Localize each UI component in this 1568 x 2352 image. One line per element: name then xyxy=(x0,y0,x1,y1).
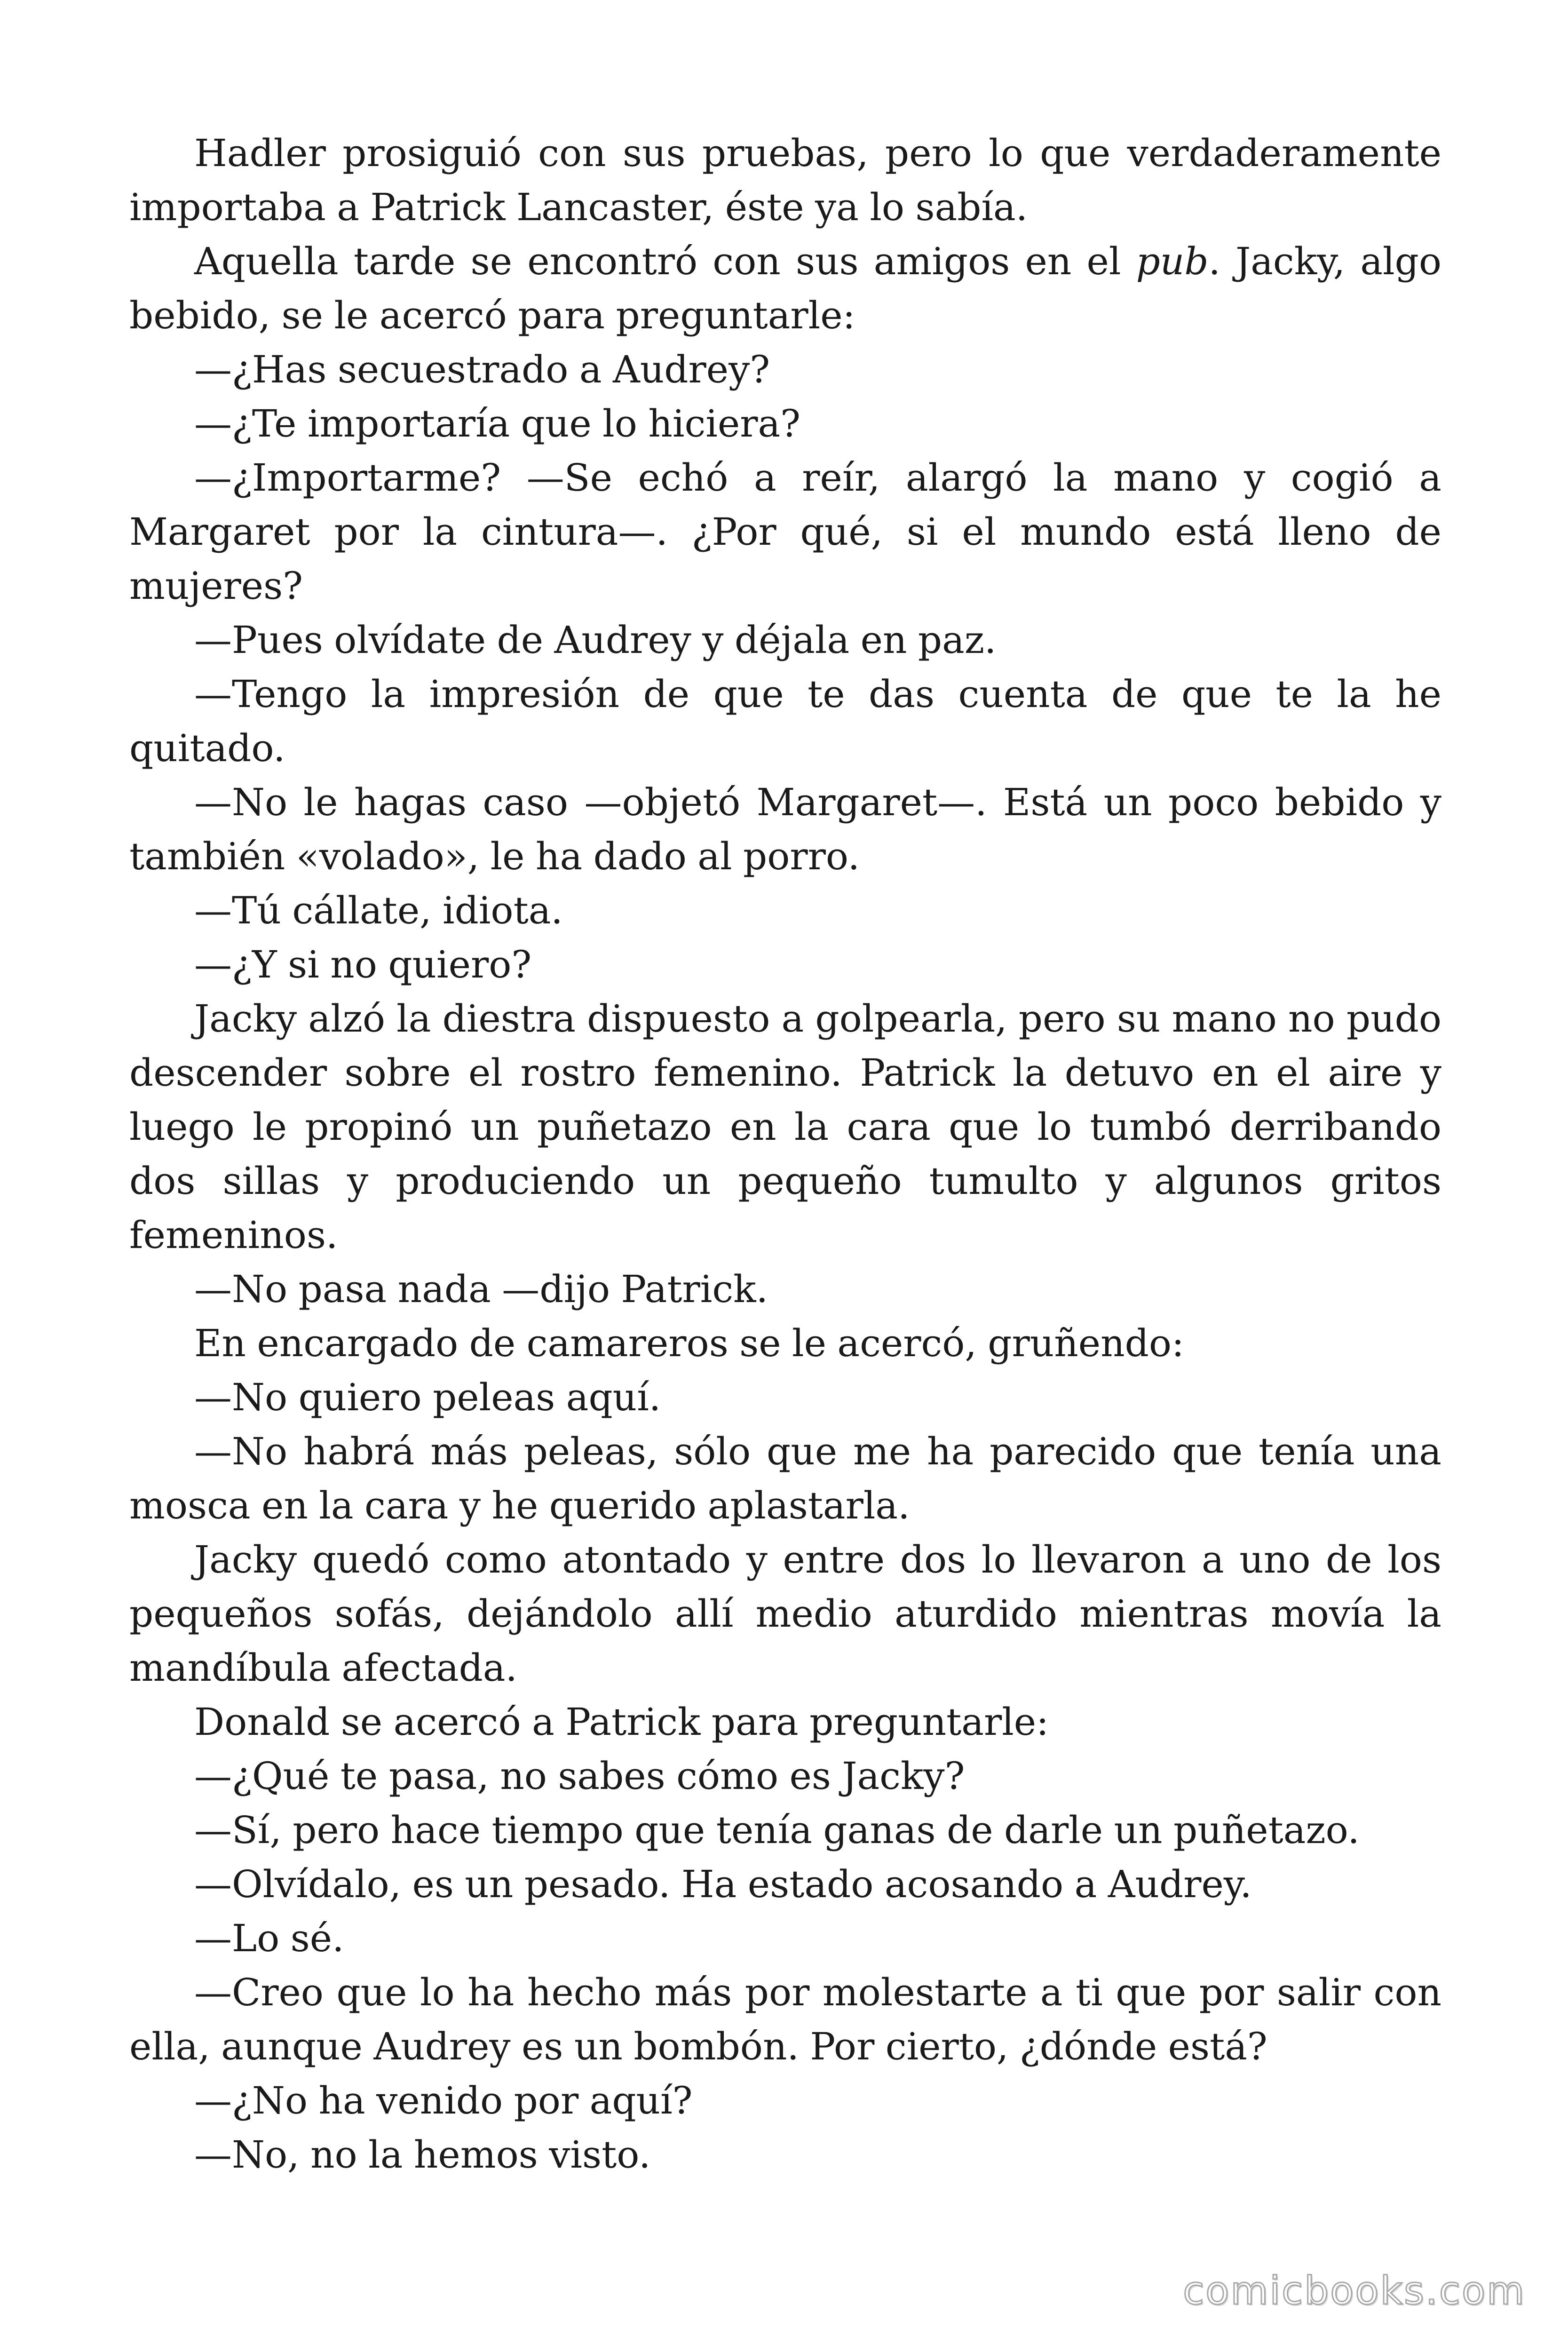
paragraph: Jacky alzó la diestra dispuesto a golpearla, pero su mano no pudo descender sobre el rostro femenino. Patrick la detuvo en el aire y luego le propinó un puñetazo en la cara que lo tumbó derribando dos sillas y produciendo un pequeño tumulto y algunos gritos femeninos. xyxy=(129,997,1441,1257)
paragraph-text: Aquella tarde se encontró con sus amigos en el xyxy=(194,239,1136,283)
paragraph: —Sí, pero hace tiempo que tenía ganas de darle un puñetazo. xyxy=(194,1808,1360,1852)
paragraph: —Lo sé. xyxy=(194,1916,344,1960)
paragraph: Jacky quedó como atontado y entre dos lo llevaron a uno de los pequeños sofás, dejándolo allí medio aturdido mientras movía la mandíbula afectada. xyxy=(129,1538,1441,1690)
paragraph xyxy=(129,234,1441,342)
paragraph-text: . Jacky, algo bebido, se le acercó para preguntarle: xyxy=(129,239,1441,337)
paragraph: —Tengo la impresión de que te das cuenta de que te la he quitado. xyxy=(129,672,1441,770)
paragraph: —No le hagas caso —objetó Margaret—. Está un poco bebido y también «volado», le ha dado al porro. xyxy=(129,780,1441,878)
paragraph: —No quiero peleas aquí. xyxy=(194,1375,661,1419)
paragraph: —Olvídalo, es un pesado. Ha estado acosando a Audrey. xyxy=(194,1862,1252,1906)
paragraph: —¿Has secuestrado a Audrey? xyxy=(194,348,770,391)
paragraph: —¿No ha venido por aquí? xyxy=(194,2079,693,2122)
paragraph: —¿Te importaría que lo hiciera? xyxy=(194,402,801,445)
paragraph-emphasis: pub xyxy=(1136,239,1209,283)
paragraph: —No habrá más peleas, sólo que me ha parecido que tenía una mosca en la cara y he querido aplastarla. xyxy=(129,1430,1441,1527)
paragraph: Hadler prosiguió con sus pruebas, pero lo que verdaderamente importaba a Patrick Lancaster, éste ya lo sabía. xyxy=(129,131,1441,229)
watermark: comicbooks.com xyxy=(1183,2269,1526,2313)
page-body xyxy=(129,126,1441,2182)
paragraph: —¿Y si no quiero? xyxy=(194,943,532,986)
paragraph: —Pues olvídate de Audrey y déjala en paz. xyxy=(194,618,997,662)
paragraph: —Creo que lo ha hecho más por molestarte a ti que por salir con ella, aunque Audrey es un bombón. Por cierto, ¿dónde está? xyxy=(129,1971,1441,2068)
paragraph: —¿Importarme? —Se echó a reír, alargó la mano y cogió a Margaret por la cintura—. ¿Por qué, si el mundo está lleno de mujeres? xyxy=(129,456,1441,608)
paragraph: Donald se acercó a Patrick para preguntarle: xyxy=(194,1700,1049,1744)
paragraph: —No, no la hemos visto. xyxy=(194,2133,651,2177)
paragraph: En encargado de camareros se le acercó, gruñendo: xyxy=(194,1321,1184,1365)
paragraph: —Tú cállate, idiota. xyxy=(194,889,563,932)
paragraph: —No pasa nada —dijo Patrick. xyxy=(194,1267,768,1311)
paragraph: —¿Qué te pasa, no sabes cómo es Jacky? xyxy=(194,1754,965,1798)
